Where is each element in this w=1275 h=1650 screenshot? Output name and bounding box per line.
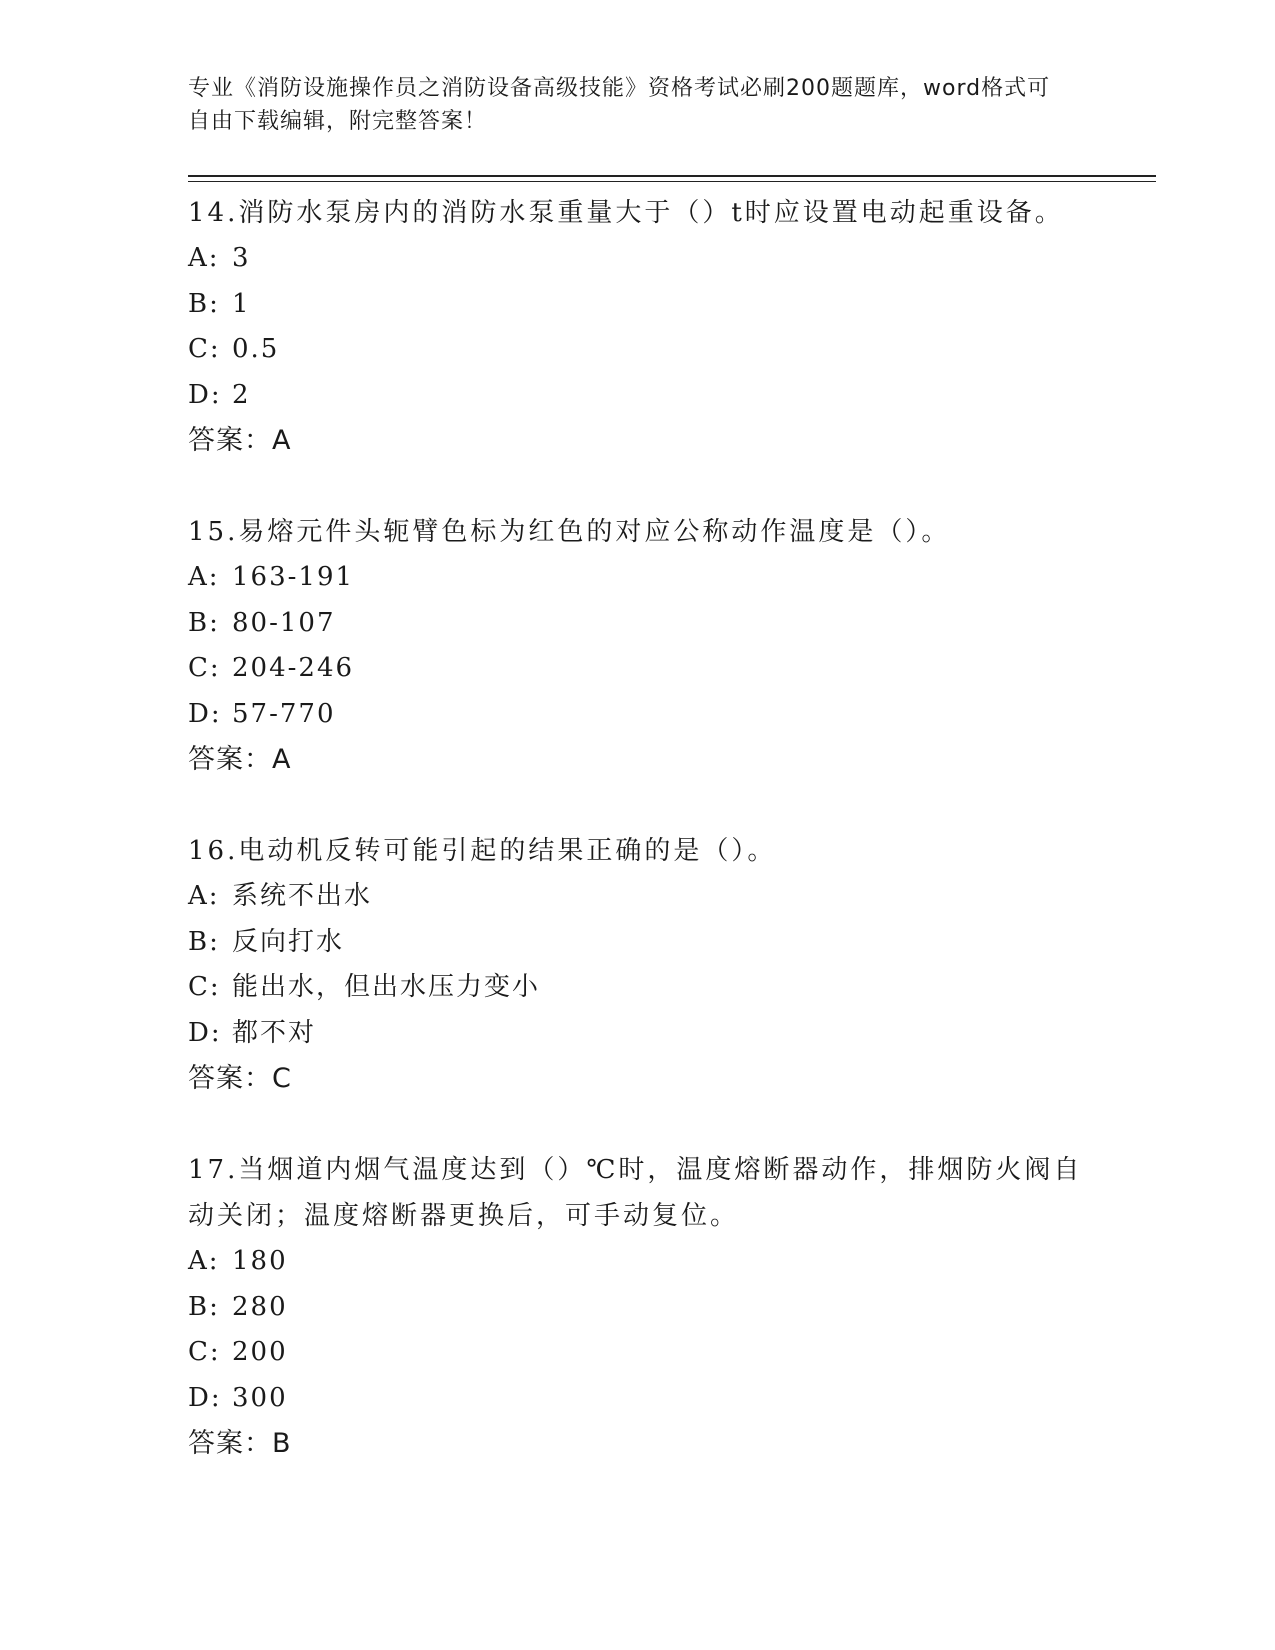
option-value: 80-107 bbox=[232, 607, 336, 638]
option-letter: B: bbox=[188, 288, 220, 319]
option-c bbox=[188, 1330, 1088, 1376]
option-letter: A: bbox=[188, 1246, 220, 1276]
option-letter: C: bbox=[188, 1337, 221, 1367]
option-value: 2 bbox=[232, 379, 251, 410]
option-value: 57-770 bbox=[232, 698, 336, 729]
answer-value: A bbox=[272, 744, 292, 775]
option-value: 3 bbox=[232, 243, 251, 273]
option-a bbox=[188, 555, 1088, 601]
answer-line bbox=[188, 737, 1088, 783]
answer-value: B bbox=[272, 1428, 292, 1459]
option-letter: C: bbox=[188, 972, 221, 1002]
option-b bbox=[188, 1285, 1088, 1331]
option-value: 0.5 bbox=[232, 334, 280, 364]
option-letter: A: bbox=[188, 881, 220, 911]
question-16 bbox=[188, 828, 1088, 1102]
option-letter: C: bbox=[188, 334, 221, 364]
question-14 bbox=[188, 190, 1088, 464]
question-15 bbox=[188, 509, 1088, 783]
option-value: 300 bbox=[232, 1382, 288, 1413]
option-d bbox=[188, 692, 1088, 738]
option-c bbox=[188, 327, 1088, 373]
option-letter: A: bbox=[188, 562, 220, 592]
question-text: 15.易熔元件头轭臂色标为红色的对应公称动作温度是（）。 bbox=[188, 517, 951, 547]
option-letter: B: bbox=[188, 607, 220, 638]
option-letter: D: bbox=[188, 1017, 222, 1048]
option-value: 反向打水 bbox=[232, 926, 345, 957]
option-b bbox=[188, 920, 1088, 966]
question-text: 14.消防水泵房内的消防水泵重量大于（）t时应设置电动起重设备。 bbox=[188, 198, 1064, 228]
option-letter: B: bbox=[188, 1291, 220, 1322]
answer-label: 答案： bbox=[188, 744, 272, 775]
option-value: 204-246 bbox=[232, 653, 355, 683]
option-c bbox=[188, 646, 1088, 692]
option-letter: D: bbox=[188, 698, 222, 729]
option-a bbox=[188, 236, 1088, 282]
option-b bbox=[188, 282, 1088, 328]
option-a bbox=[188, 874, 1088, 920]
header-divider-thick bbox=[188, 175, 1156, 177]
option-a bbox=[188, 1239, 1088, 1285]
option-letter: D: bbox=[188, 379, 222, 410]
option-value: 都不对 bbox=[232, 1017, 317, 1048]
option-value: 280 bbox=[232, 1291, 288, 1322]
answer-value: C bbox=[272, 1063, 292, 1094]
header-divider-thin bbox=[188, 181, 1156, 182]
question-text: 17.当烟道内烟气温度达到（）℃时，温度熔断器动作，排烟防火阀自动关闭；温度熔断器更换后，可手动复位。 bbox=[188, 1155, 1083, 1231]
option-d bbox=[188, 1011, 1088, 1057]
option-letter: B: bbox=[188, 926, 220, 957]
option-c bbox=[188, 965, 1088, 1011]
answer-value: A bbox=[272, 425, 292, 456]
document-header: 专业《消防设施操作员之消防设备高级技能》资格考试必刷200题题库，word格式可自由下载编辑，附完整答案！ bbox=[188, 76, 1051, 134]
option-letter: D: bbox=[188, 1382, 222, 1413]
option-value: 能出水，但出水压力变小 bbox=[232, 972, 541, 1002]
answer-label: 答案： bbox=[188, 1428, 272, 1459]
option-b bbox=[188, 601, 1088, 647]
option-value: 180 bbox=[232, 1246, 288, 1276]
answer-label: 答案： bbox=[188, 425, 272, 456]
answer-label: 答案： bbox=[188, 1063, 272, 1094]
question-list bbox=[188, 190, 1088, 1512]
option-value: 163-191 bbox=[232, 562, 355, 592]
answer-line bbox=[188, 1056, 1088, 1102]
option-d bbox=[188, 373, 1088, 419]
option-value: 系统不出水 bbox=[232, 881, 373, 911]
answer-line bbox=[188, 1421, 1088, 1467]
option-letter: C: bbox=[188, 653, 221, 683]
option-value: 200 bbox=[232, 1337, 288, 1367]
answer-line bbox=[188, 418, 1088, 464]
question-text: 16.电动机反转可能引起的结果正确的是（）。 bbox=[188, 836, 777, 866]
option-letter: A: bbox=[188, 243, 220, 273]
question-17 bbox=[188, 1147, 1088, 1467]
option-value: 1 bbox=[232, 288, 251, 319]
option-d bbox=[188, 1376, 1088, 1422]
